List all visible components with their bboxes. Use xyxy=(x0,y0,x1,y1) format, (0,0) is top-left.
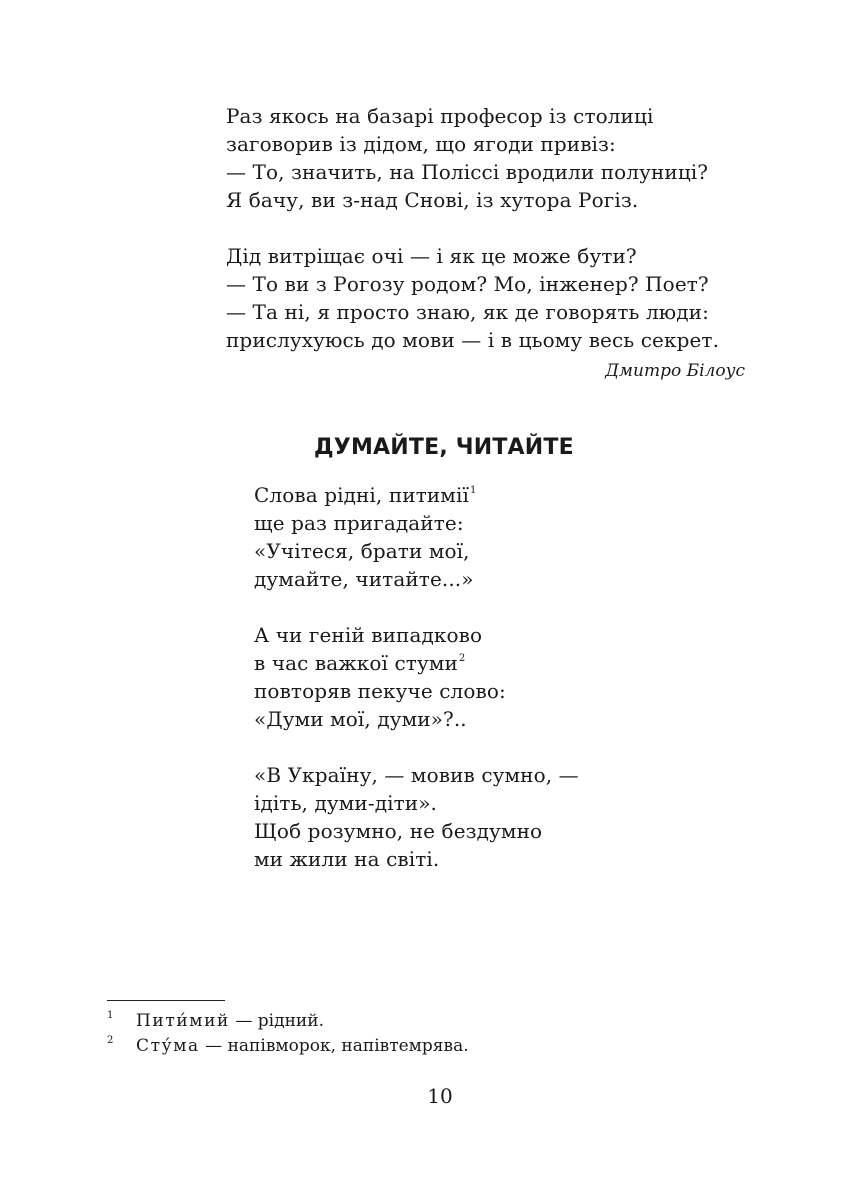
page-number: 10 xyxy=(427,1084,453,1108)
poem-line: Щоб розумно, не бездумно xyxy=(254,819,543,843)
poem-line-text: в час важкої стуми xyxy=(254,651,458,675)
poem-line: — То ви з Рогозу родом? Мо, інженер? Поет? xyxy=(226,272,709,296)
footnote-term: Пити́мий xyxy=(136,1011,230,1031)
footnote-ref: 1 xyxy=(469,485,477,496)
poem-line: думайте, читайте...» xyxy=(254,567,474,591)
footnote-ref: 2 xyxy=(458,653,466,664)
poem-line: «Думи мої, думи»?.. xyxy=(254,707,467,731)
poem-line xyxy=(254,649,465,677)
poem-line: — Та ні, я просто знаю, як де говорять люди: xyxy=(226,300,709,324)
poem-line: А чи геній випадково xyxy=(254,623,483,647)
poem-line: «Учітеся, брати мої, xyxy=(254,539,470,563)
poem-line: повторяв пекуче слово: xyxy=(254,679,506,703)
poem-line: ідіть, думи-діти». xyxy=(254,791,438,815)
poem-line: ми жили на світі. xyxy=(254,847,440,871)
footnote-term: Сту́ма xyxy=(136,1036,200,1056)
footnote-definition: — рідний. xyxy=(229,1011,324,1031)
poem-line: ще раз пригадайте: xyxy=(254,511,464,535)
poem-line: Я бачу, ви з-над Снові, із хутора Рогіз. xyxy=(226,188,639,212)
poem-title: ДУМАЙТЕ, ЧИТАЙТЕ xyxy=(314,435,574,460)
footnote-definition: — напівморок, напівтемрява. xyxy=(199,1036,469,1056)
poem-line: заговорив із дідом, що ягоди привіз: xyxy=(226,132,616,156)
poem-line: Дід витріщає очі — і як це може бути? xyxy=(226,244,637,268)
footnote: 1 Пити́мий — рідний. xyxy=(107,1010,324,1031)
poem-line-text: Слова рідні, питимії xyxy=(254,483,469,507)
poem-line: «В Україну, — мовив сумно, — xyxy=(254,763,579,787)
footnote: 2 Сту́ма — напівморок, напівтемрява. xyxy=(107,1035,469,1056)
footnote-divider xyxy=(107,1000,225,1001)
poem-line: Раз якось на базарі професор із столиці xyxy=(226,104,654,128)
poem-author: Дмитро Білоус xyxy=(605,361,745,381)
poem-line: — То, значить, на Поліссі вродили полуниці? xyxy=(226,160,709,184)
poem-line: прислухуюсь до мови — і в цьому весь секрет. xyxy=(226,328,720,352)
poem-line xyxy=(254,481,476,509)
